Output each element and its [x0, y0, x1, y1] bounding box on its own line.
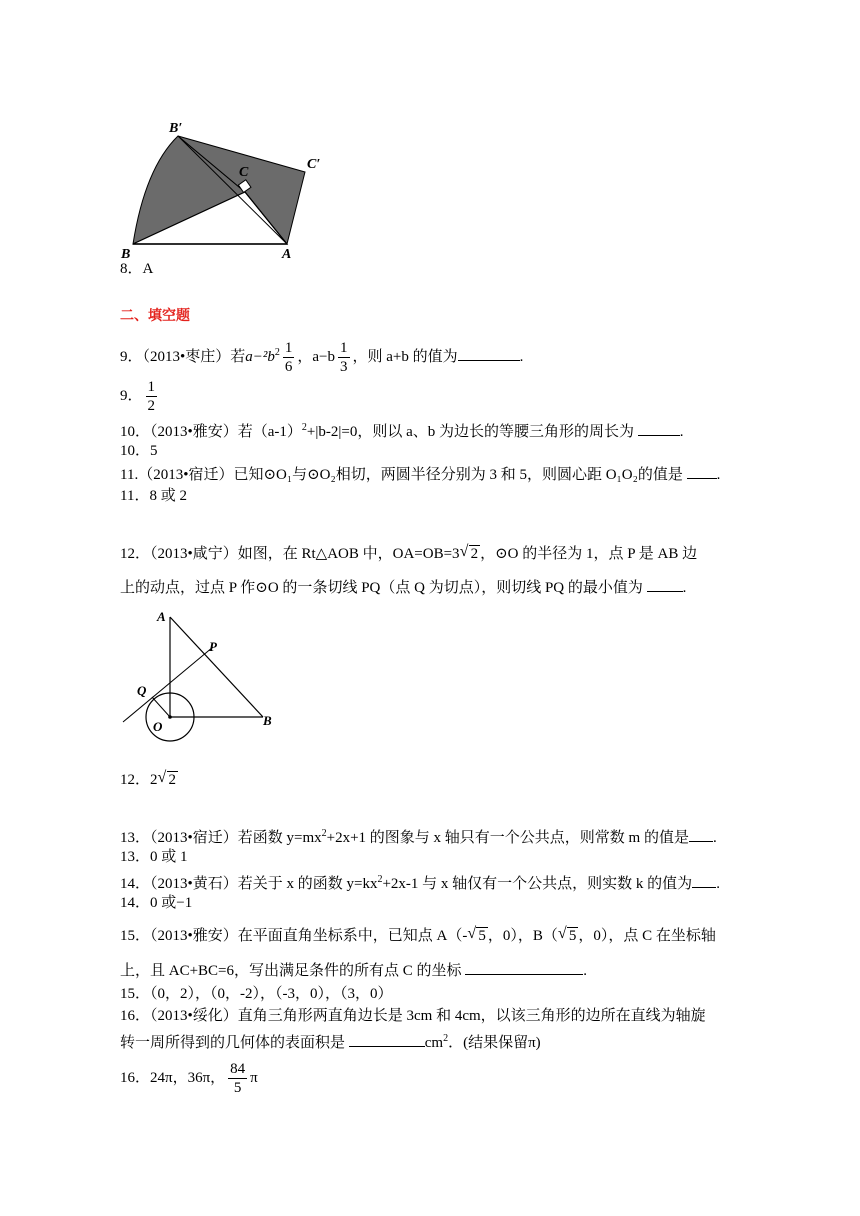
question-14: 14．（2013•黄石）若关于 x 的函数 $y=kx^2+2x-1$ 与 x 轴仅有一个公共点，则实数 k 的值为 .: [120, 874, 720, 892]
figure-rotated-triangle: [115, 118, 335, 263]
answer-9: 9． $\frac{1}{2}$: [120, 379, 156, 414]
label-b-prime: B′: [169, 121, 183, 136]
answer-10: 10．5: [120, 443, 158, 459]
label-a: A: [282, 247, 292, 262]
blank-15: [465, 960, 583, 975]
answer-16: 16．24π，36π， $\frac{84}{5}$ π: [120, 1061, 258, 1096]
label-p: P: [209, 639, 217, 654]
label-b: B: [121, 247, 131, 262]
answer-12: 12．2 √ 2: [120, 769, 177, 788]
blank-11: [687, 464, 717, 479]
blank-9: [458, 346, 520, 361]
question-13: 13．（2013•宿迁）若函数 $y=mx^2+2x+1$ 的图象与 x 轴只有一个公共点，则常数 m 的值是 .: [120, 828, 717, 846]
question-16-line2: 转一周所得到的几何体的表面积是 $cm^2$．(结果保留π): [120, 1033, 541, 1051]
label-o: O: [153, 719, 163, 734]
question-12-line1: 12．（2013•咸宁）如图，在 Rt△AOB 中，OA=OB=3 √ 2 ，⊙O 的半径为 1，点 P 是 AB 边: [120, 543, 698, 562]
section-title: 二、填空题: [120, 307, 190, 323]
label-q: Q: [137, 683, 147, 698]
answer-13: 13．0 或 1: [120, 849, 188, 865]
label-b: B: [263, 713, 272, 728]
blank-14: [692, 873, 716, 888]
label-c-prime: C′: [307, 157, 321, 172]
blank-13: [689, 827, 713, 842]
question-12-line2: 上的动点，过点 P 作⊙O 的一条切线 PQ（点 Q 为切点），则切线 PQ 的最小值为 .: [120, 577, 686, 598]
question-15-line2: 上，且 AC+BC=6，写出满足条件的所有点 C 的坐标 .: [120, 960, 587, 981]
blank-16: [349, 1032, 425, 1047]
answer-11: 11．8 或 2: [120, 488, 187, 504]
label-a: A: [157, 609, 166, 624]
question-9: 9．（2013•枣庄）若$a-^2b^2$ $\frac{1}{6}$ ，a−b $\frac{1}{3}$ ，则 a+b 的值为 .: [120, 340, 524, 375]
blank-12: [647, 577, 683, 592]
answer-15: 15．（0，2），（0，-2），（-3，0），（3，0）: [120, 986, 393, 1002]
question-11: 11.（2013•宿迁）已知⊙O₁与⊙O₂相切，两圆半径分别为 3 和 5，则圆心距 O₁O₂的值是 .: [120, 464, 720, 485]
label-c: C: [239, 165, 249, 180]
question-10: 10．（2013•雅安）若$(a-1)^2+|b-2|=0$，则以 a、b 为边长的等腰三角形的周长为 .: [120, 422, 684, 440]
question-16-line1: 16．（2013•绥化）直角三角形两直角边长是 3cm 和 4cm，以该三角形的边所在直线为轴旋: [120, 1008, 706, 1024]
answer-8: 8．A: [120, 261, 154, 277]
blank-10: [638, 421, 680, 436]
figure-triangle-circle: [115, 605, 285, 745]
answer-14: 14．0 或−1: [120, 895, 193, 911]
question-15-line1: 15．（2013•雅安）在平面直角坐标系中，已知点 A（- √ 5 ，0），B（ √ 5 ，0），点 C 在坐标轴: [120, 925, 716, 944]
